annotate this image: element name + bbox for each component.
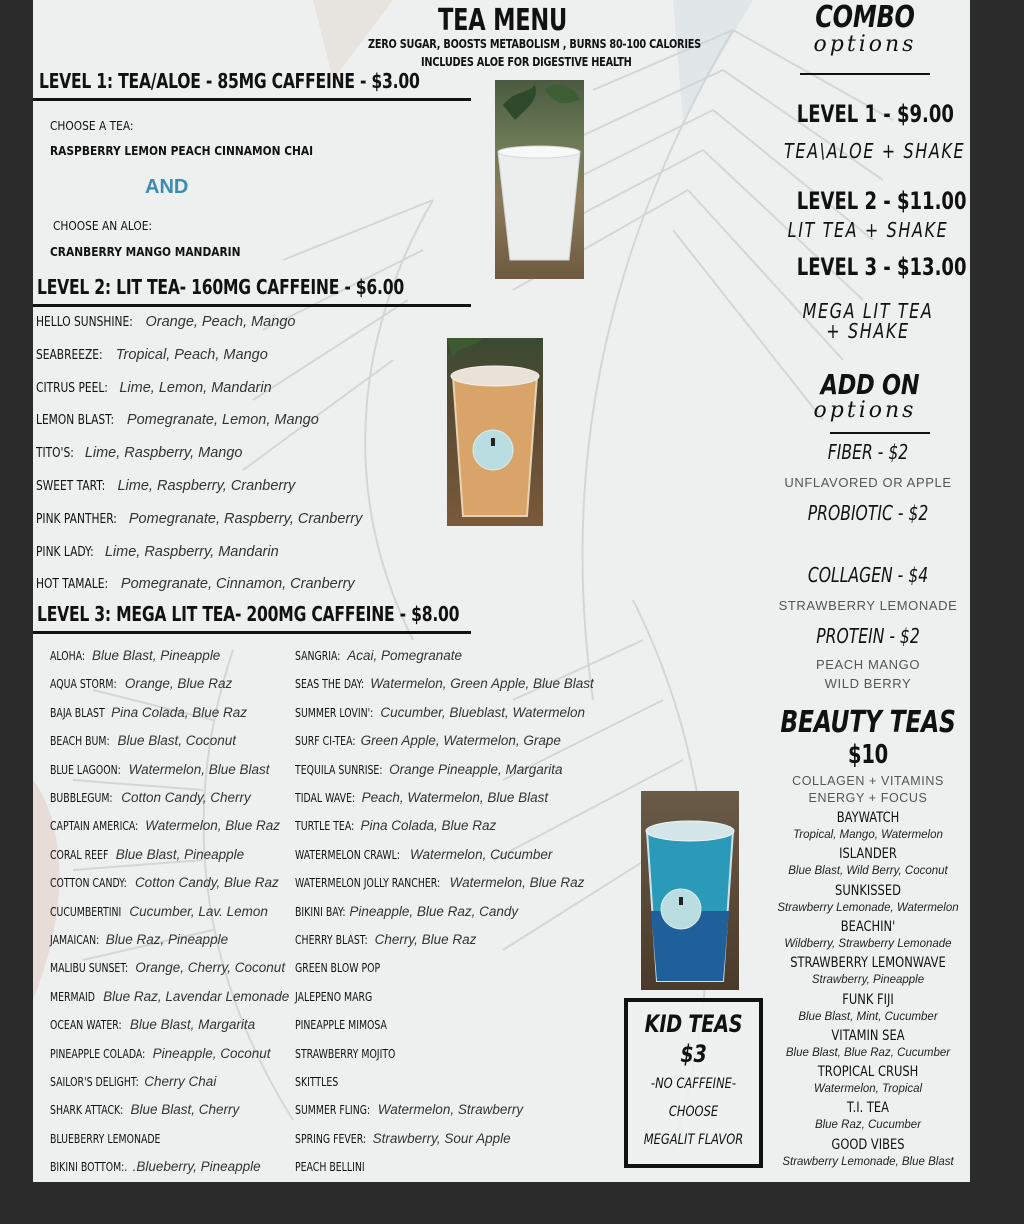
flavor-name: SUMMER FLING: bbox=[295, 1103, 371, 1118]
beauty-tea-ingredients: Blue Blast, Blue Raz, Cucumber bbox=[785, 1046, 951, 1059]
addon-protein-note-1: PEACH MANGO bbox=[815, 657, 921, 672]
flavor-ingredients: Pomegranate, Raspberry, Cranberry bbox=[128, 510, 363, 527]
beauty-tea-ingredients: Blue Raz, Cucumber bbox=[814, 1119, 922, 1132]
flavor-ingredients: Blue Blast, Pineapple bbox=[115, 846, 245, 862]
flavor-name: PINK PANTHER: bbox=[36, 511, 117, 527]
flavor-name: STRAWBERRY MOJITO bbox=[295, 1046, 396, 1061]
list-item bbox=[36, 444, 243, 462]
list-item bbox=[36, 346, 268, 364]
flavor-name: ALOHA: bbox=[50, 649, 86, 663]
list-item bbox=[50, 732, 236, 750]
level1-divider bbox=[33, 98, 471, 101]
flavor-ingredients: Watermelon, Blue Blast bbox=[128, 761, 270, 777]
beauty-tea-ingredients: Strawberry Lemonade, Blue Blast bbox=[782, 1155, 954, 1168]
combo-level2-desc: LIT TEA + SHAKE bbox=[787, 218, 949, 242]
list-item bbox=[295, 675, 594, 693]
level1-heading: LEVEL 1: TEA/ALOE - 85MG CAFFEINE - $3.00 bbox=[39, 69, 420, 93]
flavor-ingredients: Watermelon, Strawberry bbox=[377, 1102, 524, 1118]
kid-teas-title: KID TEAS bbox=[644, 1010, 743, 1038]
flavor-ingredients: Orange, Peach, Mango bbox=[145, 314, 296, 330]
flavor-name: TITO'S: bbox=[36, 446, 74, 462]
aloe-options: CRANBERRY MANGO MANDARIN bbox=[50, 244, 241, 259]
kid-teas-price: $3 bbox=[680, 1040, 707, 1068]
choose-tea-label: CHOOSE A TEA: bbox=[50, 118, 134, 133]
beauty-tea-name: ISLANDER bbox=[839, 846, 897, 863]
combo-level3-price: LEVEL 3 - $13.00 bbox=[796, 253, 967, 281]
combo-title: COMBO bbox=[815, 0, 915, 35]
flavor-ingredients: Tropical, Peach, Mango bbox=[115, 346, 268, 363]
flavor-name: HOT TAMALE: bbox=[36, 577, 109, 593]
beauty-tea-name: TROPICAL CRUSH bbox=[817, 1064, 919, 1081]
list-item bbox=[50, 903, 268, 921]
menu-page bbox=[33, 0, 970, 1182]
flavor-ingredients: Cherry Chai bbox=[144, 1074, 217, 1089]
flavor-ingredients: Strawberry, Sour Apple bbox=[372, 1130, 511, 1146]
addon-fiber-note: UNFLAVORED OR APPLE bbox=[784, 475, 952, 490]
flavor-name: CITRUS PEEL: bbox=[36, 380, 108, 396]
list-item bbox=[50, 789, 251, 807]
list-item bbox=[295, 959, 389, 977]
flavor-name: SKITTLES bbox=[295, 1075, 339, 1089]
addon-fiber: FIBER - $2 bbox=[827, 440, 909, 464]
list-item bbox=[295, 931, 476, 949]
flavor-name: WATERMELON JOLLY RANCHER: bbox=[295, 876, 441, 891]
list-item bbox=[295, 1158, 371, 1176]
list-item bbox=[50, 817, 280, 835]
beauty-tea-ingredients: Watermelon, Tropical bbox=[813, 1083, 923, 1096]
flavor-name: COTTON CANDY: bbox=[50, 876, 127, 891]
combo-script: options bbox=[813, 32, 917, 57]
level3-divider bbox=[33, 631, 471, 634]
flavor-ingredients: Pineapple, Blue Raz, Candy bbox=[349, 903, 519, 919]
list-item bbox=[36, 411, 319, 429]
flavor-name: PINK LADY: bbox=[36, 544, 94, 560]
flavor-name: CUCUMBERTINI bbox=[50, 904, 122, 919]
flavor-ingredients: Watermelon, Blue Raz bbox=[145, 818, 281, 834]
flavor-name: SEABREEZE: bbox=[36, 347, 103, 363]
list-item bbox=[295, 647, 462, 665]
beauty-tea-ingredients: Wildberry, Strawberry Lemonade bbox=[784, 937, 952, 950]
flavor-ingredients: Orange Pineapple, Margarita bbox=[389, 761, 563, 777]
list-item bbox=[295, 903, 518, 921]
flavor-ingredients: Lime, Raspberry, Mango bbox=[84, 445, 243, 462]
list-item bbox=[50, 1101, 239, 1119]
flavor-ingredients: Blue Raz, Pineapple bbox=[105, 932, 229, 947]
level2-drink-photo bbox=[447, 338, 543, 526]
list-item bbox=[50, 988, 289, 1006]
flavor-name: AQUA STORM: bbox=[50, 677, 117, 692]
addon-collagen: COLLAGEN - $4 bbox=[807, 563, 929, 587]
flavor-name: SPRING FEVER: bbox=[295, 1131, 367, 1146]
beauty-tea-name: BAYWATCH bbox=[836, 810, 900, 826]
flavor-name: BIKINI BAY: bbox=[295, 904, 346, 919]
addon-divider bbox=[830, 432, 930, 434]
level1-cup-photo bbox=[495, 80, 584, 279]
flavor-name: JAMAICAN: bbox=[50, 933, 100, 947]
flavor-ingredients: Pomegranate, Lemon, Mango bbox=[126, 412, 319, 429]
kid-teas-box bbox=[624, 998, 763, 1168]
flavor-name: PEACH BELLINI bbox=[295, 1160, 365, 1175]
flavor-name: CORAL REEF bbox=[50, 847, 109, 862]
flavor-name: CAPTAIN AMERICA: bbox=[50, 819, 139, 834]
list-item bbox=[295, 732, 561, 750]
flavor-name: SWEET TART: bbox=[36, 479, 106, 494]
flavor-name: TIDAL WAVE: bbox=[295, 791, 356, 805]
flavor-ingredients: Cherry, Blue Raz bbox=[374, 932, 477, 947]
list-item bbox=[50, 959, 285, 977]
addon-script: options bbox=[813, 398, 917, 423]
list-item bbox=[50, 1130, 171, 1148]
list-item bbox=[50, 704, 247, 722]
list-item bbox=[36, 510, 362, 528]
flavor-name: HELLO SUNSHINE: bbox=[36, 315, 133, 330]
flavor-ingredients: Watermelon, Blue Raz bbox=[449, 875, 585, 891]
flavor-ingredients: Orange, Cherry, Coconut bbox=[135, 960, 286, 976]
flavor-ingredients: Peach, Watermelon, Blue Blast bbox=[361, 790, 549, 805]
flavor-ingredients: Blue Blast, Margarita bbox=[129, 1017, 256, 1033]
addon-probiotic: PROBIOTIC - $2 bbox=[807, 501, 929, 525]
flavor-name: BLUE LAGOON: bbox=[50, 762, 121, 777]
list-item bbox=[36, 477, 295, 495]
combo-level3-desc-2: + SHAKE bbox=[826, 319, 910, 343]
combo-divider bbox=[800, 73, 930, 75]
flavor-ingredients: Blue Blast, Coconut bbox=[117, 733, 237, 749]
list-item bbox=[295, 817, 496, 835]
flavor-name: BIKINI BOTTOM:. bbox=[50, 1160, 128, 1175]
list-item bbox=[295, 1016, 395, 1034]
list-item bbox=[36, 379, 272, 397]
flavor-ingredients: Blue Blast, Cherry bbox=[130, 1102, 240, 1118]
beauty-tea-ingredients: Blue Blast, Wild Berry, Coconut bbox=[788, 865, 948, 878]
kid-teas-flavor: MEGALIT FLAVOR bbox=[643, 1132, 744, 1148]
menu-subtitle-1: ZERO SUGAR, BOOSTS METABOLISM , BURNS 80-100 CALORIES bbox=[368, 36, 701, 51]
flavor-name: SHARK ATTACK: bbox=[50, 1103, 124, 1118]
flavor-name: BUBBLEGUM: bbox=[50, 791, 113, 805]
level2-heading: LEVEL 2: LIT TEA- 160MG CAFFEINE - $6.00 bbox=[37, 275, 404, 299]
list-item bbox=[36, 543, 279, 561]
beauty-sub-2: ENERGY + FOCUS bbox=[808, 791, 928, 805]
flavor-name: SEAS THE DAY: bbox=[295, 677, 365, 692]
list-item bbox=[295, 1101, 523, 1119]
level3-drink-photo bbox=[641, 791, 739, 990]
list-item bbox=[50, 874, 279, 892]
flavor-name: JALEPENO MARG bbox=[295, 989, 373, 1004]
flavor-ingredients: Watermelon, Green Apple, Blue Blast bbox=[370, 676, 594, 692]
list-item bbox=[50, 931, 228, 949]
beauty-tea-name: STRAWBERRY LEMONWAVE bbox=[790, 955, 946, 972]
choose-aloe-label: CHOOSE AN ALOE: bbox=[53, 218, 153, 233]
flavor-name: SUMMER LOVIN': bbox=[295, 705, 374, 720]
beauty-title: BEAUTY TEAS bbox=[780, 705, 956, 740]
list-item bbox=[295, 1130, 511, 1148]
flavor-ingredients: Lime, Raspberry, Mandarin bbox=[104, 543, 279, 560]
beauty-tea-ingredients: Strawberry Lemonade, Watermelon bbox=[777, 901, 959, 914]
menu-subtitle-2: INCLUDES ALOE FOR DIGESTIVE HEALTH bbox=[421, 54, 632, 69]
list-item bbox=[295, 1045, 404, 1063]
flavor-ingredients: Orange, Blue Raz bbox=[124, 676, 233, 692]
level3-heading: LEVEL 3: MEGA LIT TEA- 200MG CAFFEINE - $8.00 bbox=[37, 602, 460, 626]
flavor-ingredients: Green Apple, Watermelon, Grape bbox=[360, 733, 561, 749]
flavor-name: BAJA BLAST bbox=[50, 705, 105, 720]
list-item bbox=[50, 1045, 271, 1063]
list-item bbox=[295, 704, 585, 722]
flavor-name: OCEAN WATER: bbox=[50, 1018, 122, 1033]
kid-teas-choose: CHOOSE bbox=[668, 1104, 719, 1120]
flavor-ingredients: Pomegranate, Cinnamon, Cranberry bbox=[120, 576, 355, 593]
flavor-ingredients: Blue Raz, Lavendar Lemonade bbox=[103, 988, 290, 1004]
list-item bbox=[295, 761, 563, 779]
beauty-tea-ingredients: Tropical, Mango, Watermelon bbox=[793, 829, 943, 841]
flavor-ingredients: Blue Blast, Pineapple bbox=[91, 648, 221, 663]
beauty-tea-ingredients: Blue Blast, Mint, Cucumber bbox=[798, 1010, 938, 1023]
flavor-name: MERMAID bbox=[50, 989, 95, 1004]
list-item bbox=[295, 846, 552, 864]
flavor-name: CHERRY BLAST: bbox=[295, 933, 368, 947]
list-item bbox=[295, 1073, 344, 1091]
flavor-name: SURF CI-TEA: bbox=[295, 734, 356, 749]
flavor-ingredients: Watermelon, Cucumber bbox=[410, 846, 553, 862]
addon-protein-note-2: WILD BERRY bbox=[824, 676, 912, 691]
list-item bbox=[295, 988, 381, 1006]
kid-teas-note: -NO CAFFEINE- bbox=[650, 1076, 737, 1092]
beauty-tea-name: VITAMIN SEA bbox=[831, 1027, 905, 1044]
flavor-name: PINEAPPLE MIMOSA bbox=[295, 1018, 387, 1033]
flavor-ingredients: Lime, Lemon, Mandarin bbox=[119, 379, 272, 396]
beauty-tea-name: SUNKISSED bbox=[835, 882, 901, 899]
flavor-ingredients: Acai, Pomegranate bbox=[347, 648, 463, 663]
list-item bbox=[50, 675, 232, 693]
addon-collagen-note: STRAWBERRY LEMONADE bbox=[778, 598, 958, 613]
beauty-tea-name: T.I. TEA bbox=[846, 1100, 890, 1117]
combo-level1-price: LEVEL 1 - $9.00 bbox=[796, 100, 954, 128]
flavor-name: MALIBU SUNSET: bbox=[50, 961, 129, 976]
flavor-ingredients: Lime, Raspberry, Cranberry bbox=[117, 478, 296, 494]
flavor-ingredients: Pina Colada, Blue Raz bbox=[360, 818, 497, 834]
combo-level1-desc: TEA\ALOE + SHAKE bbox=[784, 139, 966, 163]
flavor-name: BEACH BUM: bbox=[50, 734, 110, 749]
beauty-price: $10 bbox=[847, 740, 889, 770]
list-item bbox=[295, 874, 584, 892]
list-item bbox=[50, 761, 270, 779]
flavor-ingredients: Cucumber, Blueblast, Watermelon bbox=[380, 704, 586, 720]
and-label: AND bbox=[145, 176, 189, 198]
list-item bbox=[50, 1158, 261, 1176]
combo-level2-price: LEVEL 2 - $11.00 bbox=[796, 187, 967, 215]
flavor-name: PINEAPPLE COLADA: bbox=[50, 1046, 146, 1061]
flavor-ingredients: Pineapple, Coconut bbox=[152, 1045, 271, 1061]
flavor-name: LEMON BLAST: bbox=[36, 413, 115, 429]
beauty-tea-ingredients: Strawberry, Pineapple bbox=[811, 974, 925, 987]
beauty-tea-name: BEACHIN' bbox=[840, 918, 896, 935]
beauty-tea-name: GOOD VIBES bbox=[831, 1136, 905, 1153]
list-item bbox=[50, 846, 244, 864]
menu-title: TEA MENU bbox=[438, 3, 568, 38]
beauty-sub-1: COLLAGEN + VITAMINS bbox=[792, 774, 944, 788]
flavor-ingredients: Pina Colada, Blue Raz bbox=[111, 704, 247, 720]
beauty-tea-name: FUNK FIJI bbox=[842, 991, 894, 1008]
flavor-ingredients: Cucumber, Lav. Lemon bbox=[129, 903, 268, 919]
list-item bbox=[50, 647, 220, 665]
flavor-name: GREEN BLOW POP bbox=[295, 961, 381, 976]
flavor-ingredients: .Blueberry, Pineapple bbox=[132, 1159, 261, 1175]
flavor-name: SANGRIA: bbox=[295, 649, 341, 663]
tea-options: RASPBERRY LEMON PEACH CINNAMON CHAI bbox=[50, 143, 314, 158]
flavor-ingredients: Cotton Candy, Blue Raz bbox=[134, 875, 279, 891]
flavor-name: BLUEBERRY LEMONADE bbox=[50, 1131, 161, 1146]
flavor-name: SAILOR'S DELIGHT: bbox=[50, 1075, 139, 1089]
flavor-name: WATERMELON CRAWL: bbox=[295, 847, 400, 862]
addon-title: ADD ON bbox=[820, 368, 920, 401]
list-item bbox=[36, 313, 295, 331]
flavor-ingredients: Cotton Candy, Cherry bbox=[121, 790, 251, 805]
list-item bbox=[295, 789, 548, 807]
addon-protein: PROTEIN - $2 bbox=[816, 624, 920, 648]
list-item bbox=[50, 1016, 255, 1034]
list-item bbox=[36, 575, 355, 593]
combo-level3-desc: MEGA LIT TEA bbox=[802, 299, 934, 323]
flavor-name: TURTLE TEA: bbox=[295, 819, 355, 834]
list-item bbox=[50, 1073, 216, 1091]
flavor-name: TEQUILA SUNRISE: bbox=[295, 762, 383, 777]
level2-divider bbox=[33, 304, 471, 307]
